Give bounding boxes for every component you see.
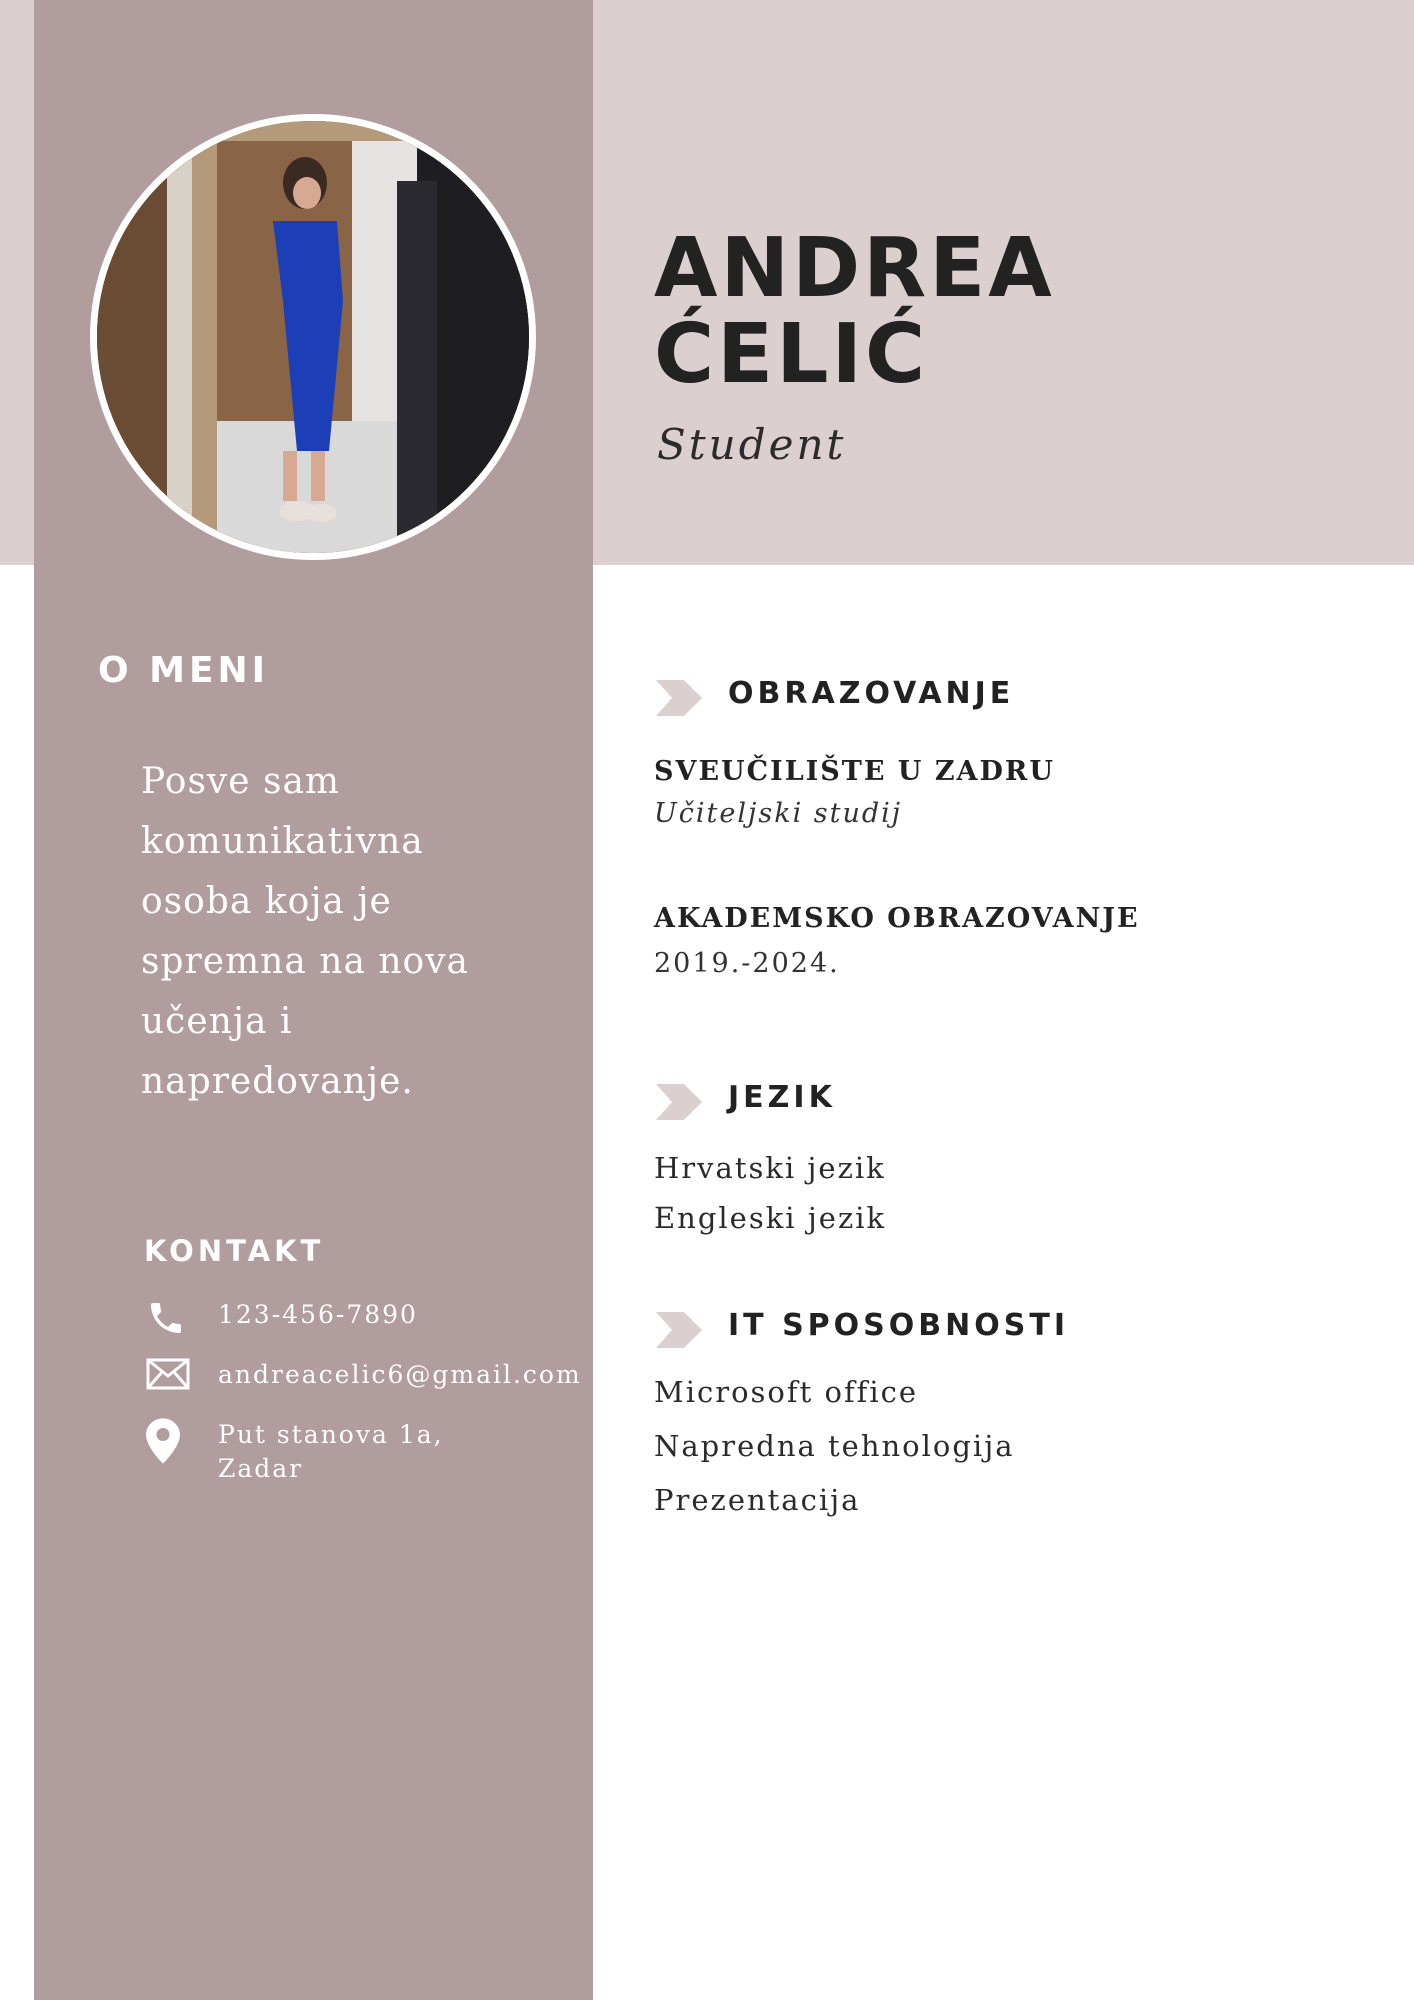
contact-email [146,1358,582,1398]
name-first: ANDREA [654,221,1055,316]
about-text [141,752,541,1112]
name-last: ĆELIĆ [654,307,929,402]
profile-photo-image [97,121,529,553]
phone-icon [146,1298,194,1338]
it-skill-item: Microsoft office [654,1375,919,1409]
education-heading: OBRAZOVANJE [728,676,1015,711]
education-item-subtitle: 2019.-2024. [654,948,840,979]
about-line: Posve sam [141,761,341,802]
contact-heading: KONTAKT [144,1234,325,1268]
mail-icon [146,1358,194,1398]
address-text [218,1418,444,1486]
about-line: spremna na nova [141,941,470,982]
about-line: komunikativna [141,821,424,862]
education-item-subtitle: Učiteljski studij [654,798,903,829]
profile-photo [90,114,536,560]
chevron-right-icon [656,1312,702,1348]
email-text: andreacelic6@gmail.com [218,1360,582,1389]
contact-phone [146,1298,418,1338]
address-line: Put stanova 1a, [218,1420,444,1449]
candidate-role: Student [657,420,847,469]
education-item-title: AKADEMSKO OBRAZOVANJE [654,903,1140,934]
languages-heading: JEZIK [728,1080,836,1115]
it-skill-item: Napredna tehnologija [654,1429,1015,1463]
about-line: učenja i [141,1001,293,1042]
location-pin-icon [146,1418,194,1466]
address-line: Zadar [218,1454,304,1483]
it-skill-item: Prezentacija [654,1483,861,1517]
phone-text: 123-456-7890 [218,1300,418,1329]
contact-address [146,1418,444,1486]
language-item: Hrvatski jezik [654,1151,886,1185]
about-line: napredovanje. [141,1061,414,1102]
language-item: Engleski jezik [654,1201,887,1235]
it-skills-heading: IT SPOSOBNOSTI [728,1308,1069,1343]
chevron-right-icon [656,680,702,716]
education-item-title: SVEUČILIŠTE U ZADRU [654,756,1055,787]
chevron-right-icon [656,1084,702,1120]
candidate-name [654,221,1055,402]
about-line: osoba koja je [141,881,392,922]
about-heading: O MENI [98,650,270,691]
